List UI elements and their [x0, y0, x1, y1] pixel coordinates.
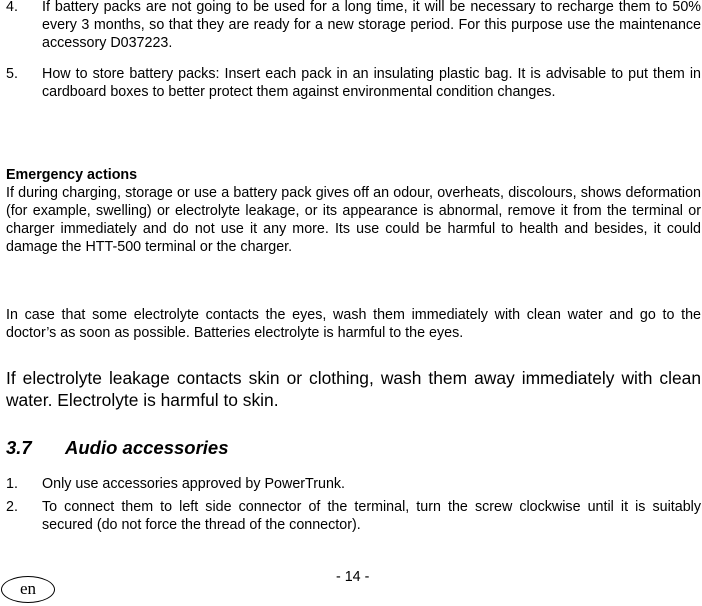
list-item-5 [6, 65, 701, 101]
list-item-number: 5. [6, 66, 18, 82]
list-item-number: 1. [6, 476, 18, 492]
emergency-paragraph-2: In case that some electrolyte contacts the eyes, wash them immediately with clean water and go to the doctor’s as soon as possible. Batteries electrolyte is harmful to the eyes. [6, 307, 701, 341]
list-item-number: 4. [6, 0, 18, 15]
page-number: - 14 - [336, 569, 370, 585]
list-item-4 [6, 0, 701, 52]
section-heading [6, 436, 229, 460]
list-item-number: 2. [6, 499, 18, 515]
list-item-1 [6, 475, 701, 493]
emergency-paragraph-1: If during charging, storage or use a battery pack gives off an odour, overheats, discolours, shows deformation (for example, swelling) or electrolyte leakage, or its appearance is abnormal, remove it from the terminal or charger immediately and do not use it any more. Its use could be harmful to health and besides, it could damage the HTT-500 terminal or the charger. [6, 185, 701, 255]
language-badge: en [1, 576, 55, 603]
emergency-paragraph-3: If electrolyte leakage contacts skin or clothing, wash them away immediately with clean water. Electrolyte is harmful to skin. [6, 368, 701, 410]
list-item-2 [6, 498, 701, 534]
section-title: Audio accessories [65, 437, 229, 458]
emergency-heading: Emergency actions [6, 167, 138, 183]
list-item-text: How to store battery packs: Insert each pack in an insulating plastic bag. It is advisable to put them in cardboard boxes to better protect them against environmental condition changes. [42, 66, 701, 100]
list-item-text: Only use accessories approved by PowerTrunk. [42, 476, 346, 492]
section-number: 3.7 [6, 437, 32, 458]
list-item-text: To connect them to left side connector of the terminal, turn the screw clockwise until it is suitably secured (do not force the thread of the connector). [42, 499, 701, 533]
list-item-text: If battery packs are not going to be used for a long time, it will be necessary to recharge them to 50% every 3 months, so that they are ready for a new storage period. For this purpose use the maintenance accessory D037223. [42, 0, 701, 51]
